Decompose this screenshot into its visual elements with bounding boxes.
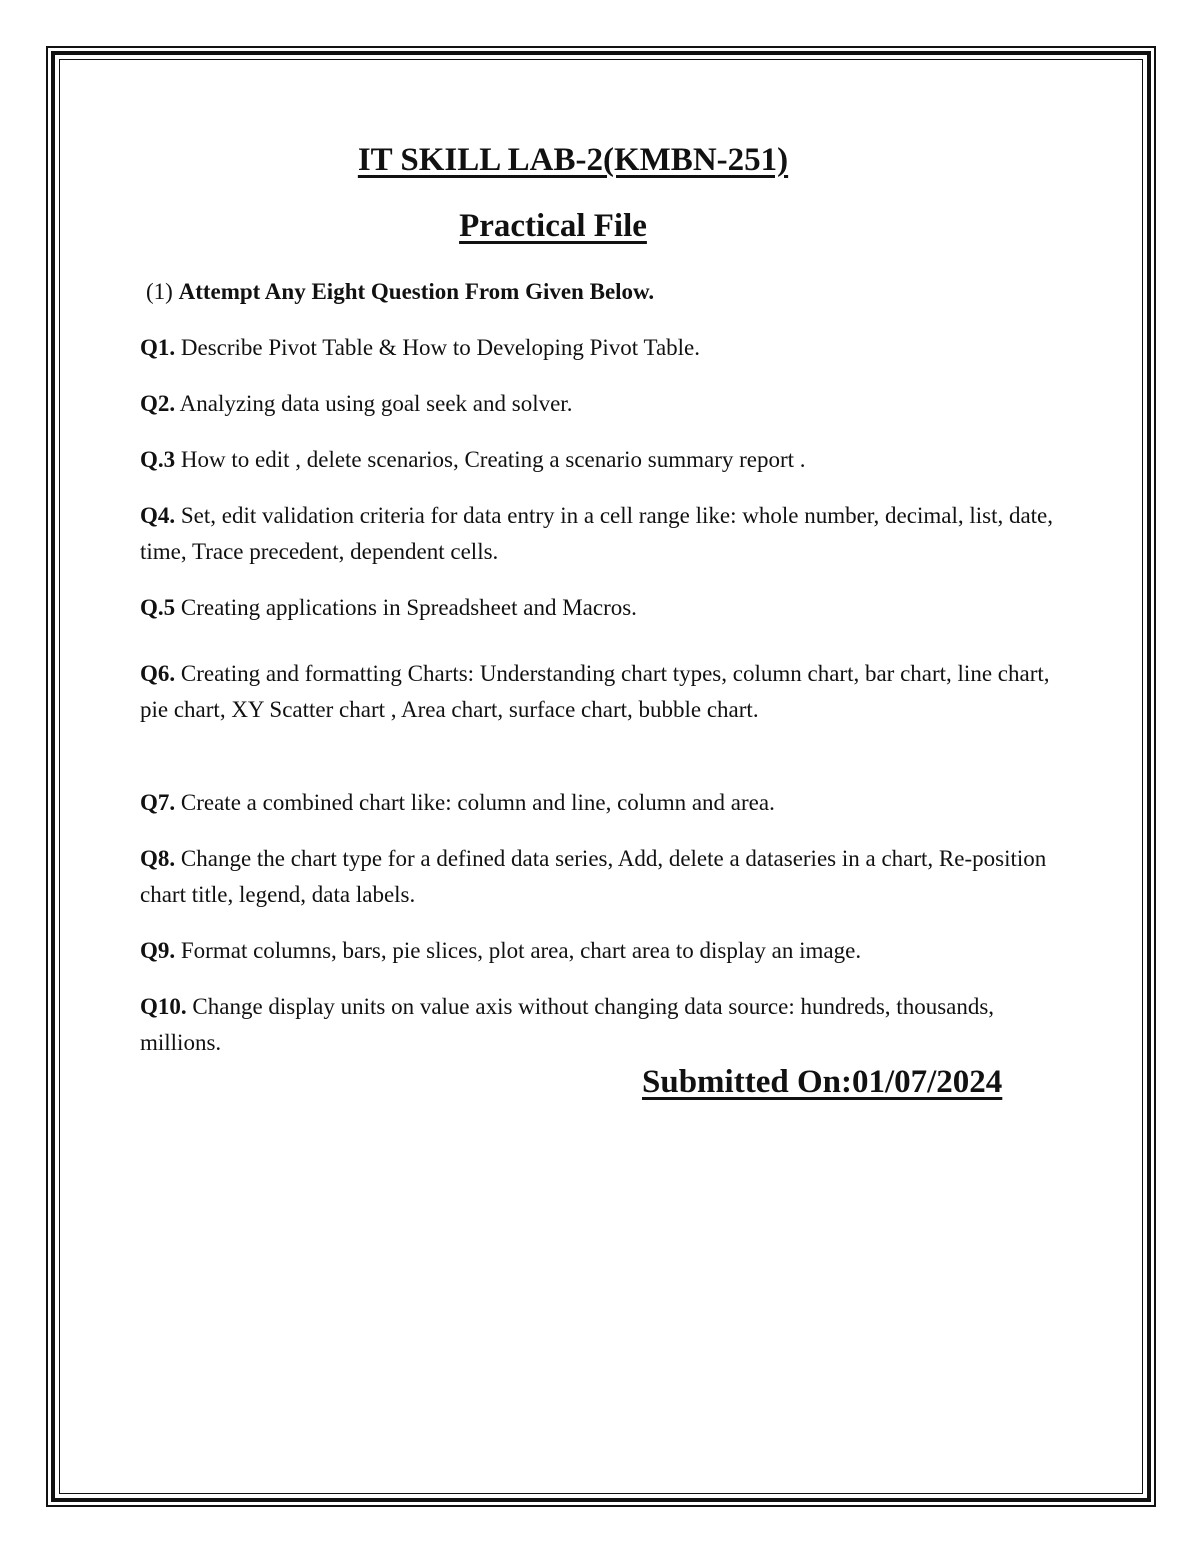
question-label: Q9. — [140, 938, 176, 963]
question-text: Set, edit validation criteria for data entry in a cell range like: whole number, decimal, list, date, time, Trace precedent, dependent cells. — [140, 503, 1054, 564]
question-text: Format columns, bars, pie slices, plot area, chart area to display an image. — [180, 938, 862, 963]
question-2 — [140, 386, 1070, 422]
question-label: Q.3 — [140, 447, 176, 472]
question-label: Q7. — [140, 790, 176, 815]
question-label: Q2. — [140, 391, 176, 416]
question-4 — [140, 498, 1070, 570]
question-label: Q1. — [140, 335, 176, 360]
question-10 — [140, 989, 1070, 1061]
question-text: Creating applications in Spreadsheet and Macros. — [180, 595, 637, 620]
document-title: IT SKILL LAB-2(KMBN-251) — [357, 142, 789, 178]
question-label: Q6. — [140, 661, 176, 686]
question-label: Q.5 — [140, 595, 176, 620]
question-text: Describe Pivot Table & How to Developing Pivot Table. — [180, 335, 700, 360]
instruction-line — [146, 279, 654, 305]
document-subtitle: Practical File — [459, 208, 647, 244]
question-9 — [140, 933, 1070, 969]
submitted-date: Submitted On:01/07/2024 — [642, 1064, 1003, 1100]
question-8 — [140, 841, 1070, 913]
instruction-text: Attempt Any Eight Question From Given Below. — [178, 279, 655, 304]
question-5 — [140, 590, 1070, 626]
instruction-number: (1) — [146, 279, 173, 304]
question-7 — [140, 785, 1070, 821]
question-1 — [140, 330, 1070, 366]
question-3 — [140, 442, 1070, 478]
question-6 — [140, 656, 1070, 728]
question-text: Analyzing data using goal seek and solver. — [179, 391, 573, 416]
question-text: How to edit , delete scenarios, Creating a scenario summary report . — [180, 447, 806, 472]
question-text: Creating and formatting Charts: Understanding chart types, column chart, bar chart, line chart, pie chart, XY Scatter chart , Area chart, surface chart, bubble chart. — [140, 661, 1050, 722]
question-label: Q10. — [140, 994, 187, 1019]
page-border-inner — [59, 59, 1143, 1494]
question-text: Change the chart type for a defined data series, Add, delete a dataseries in a chart, Re-position chart title, legend, data labels. — [140, 846, 1047, 907]
question-label: Q8. — [140, 846, 176, 871]
question-label: Q4. — [140, 503, 176, 528]
question-text: Change display units on value axis without changing data source: hundreds, thousands, millions. — [140, 994, 995, 1055]
question-text: Create a combined chart like: column and line, column and area. — [180, 790, 775, 815]
